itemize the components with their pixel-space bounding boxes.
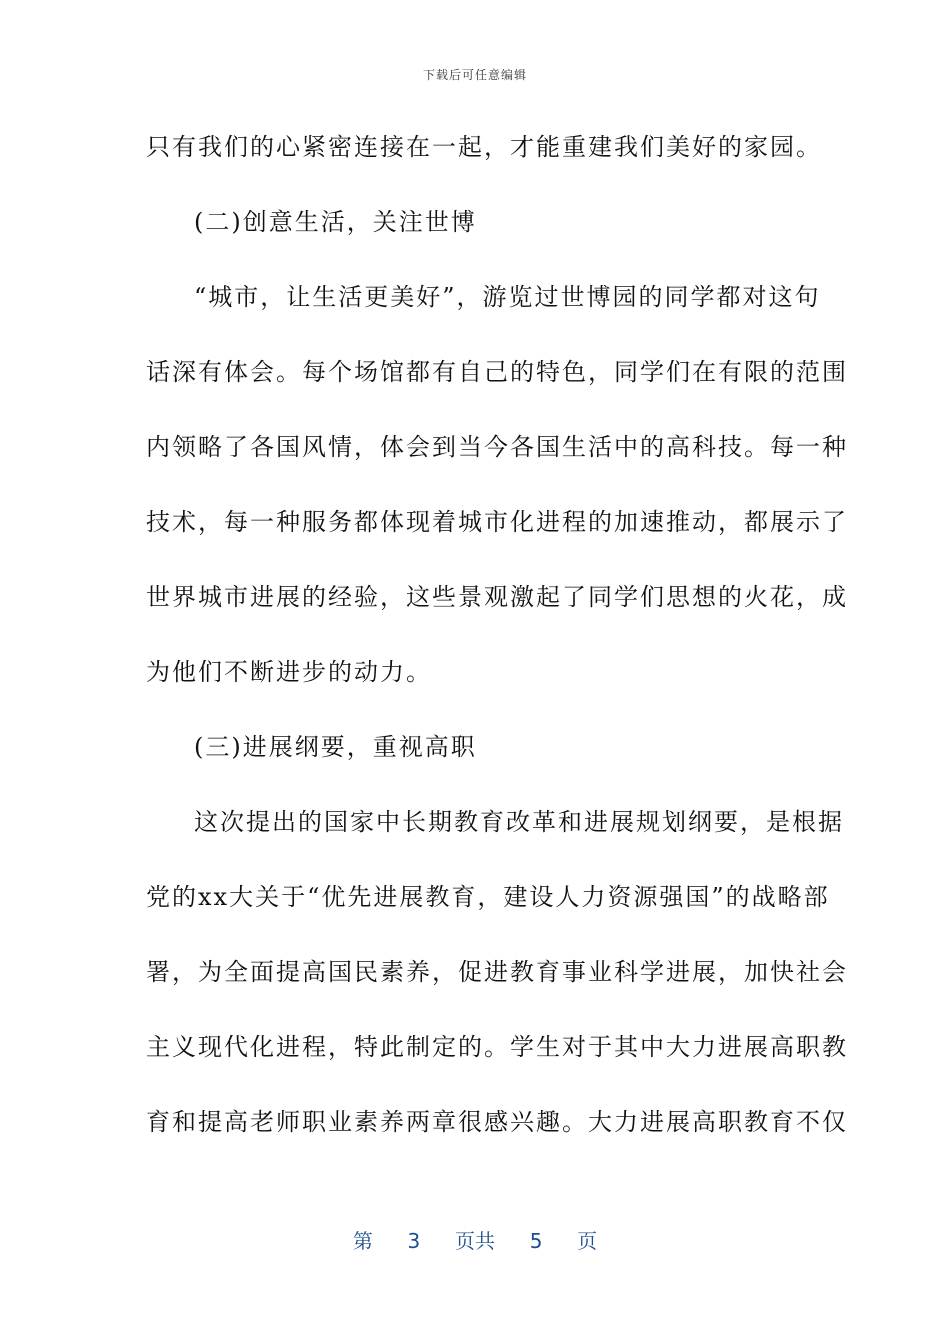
text-line: 署，为全面提高国民素养，促进教育事业科学进展，加快社会	[146, 958, 848, 986]
text-line: 只有我们的心紧密连接在一起，才能重建我们美好的家园。	[146, 133, 822, 161]
text-line: 这次提出的国家中长期教育改革和进展规划纲要，是根据	[194, 808, 844, 836]
text-line: 世界城市进展的经验，这些景观激起了同学们思想的火花，成	[146, 583, 848, 611]
text-line: 话深有体会。每个场馆都有自己的特色，同学们在有限的范围	[146, 358, 848, 386]
footer-suffix: 页	[577, 1229, 598, 1253]
document-body	[146, 127, 848, 1177]
text-line: 育和提高老师职业素养两章很感兴趣。大力进展高职教育不仅	[146, 1108, 848, 1136]
text-line: 技术，每一种服务都体现着城市化进程的加速推动，都展示了	[146, 508, 848, 536]
section-heading: (三)进展纲要，重视高职	[194, 733, 477, 761]
current-page-number: 3	[407, 1229, 421, 1253]
text-line: 内领略了各国风情，体会到当今各国生活中的高科技。每一种	[146, 433, 848, 461]
text-line: 为他们不断进步的动力。	[146, 658, 432, 686]
page-footer	[0, 1225, 950, 1254]
text-line: “城市，让生活更美好”，游览过世博园的同学都对这句	[194, 283, 821, 311]
footer-prefix: 第	[352, 1229, 373, 1253]
section-heading: (二)创意生活，关注世博	[194, 208, 477, 236]
text-line: 主义现代化进程，特此制定的。学生对于其中大力进展高职教	[146, 1033, 848, 1061]
footer-middle: 页共	[455, 1229, 495, 1253]
text-line: 党的xx大关于“优先进展教育，建设人力资源强国”的战略部	[146, 883, 830, 911]
header-note: 下载后可任意编辑	[422, 68, 527, 82]
total-pages-number: 5	[529, 1229, 543, 1253]
